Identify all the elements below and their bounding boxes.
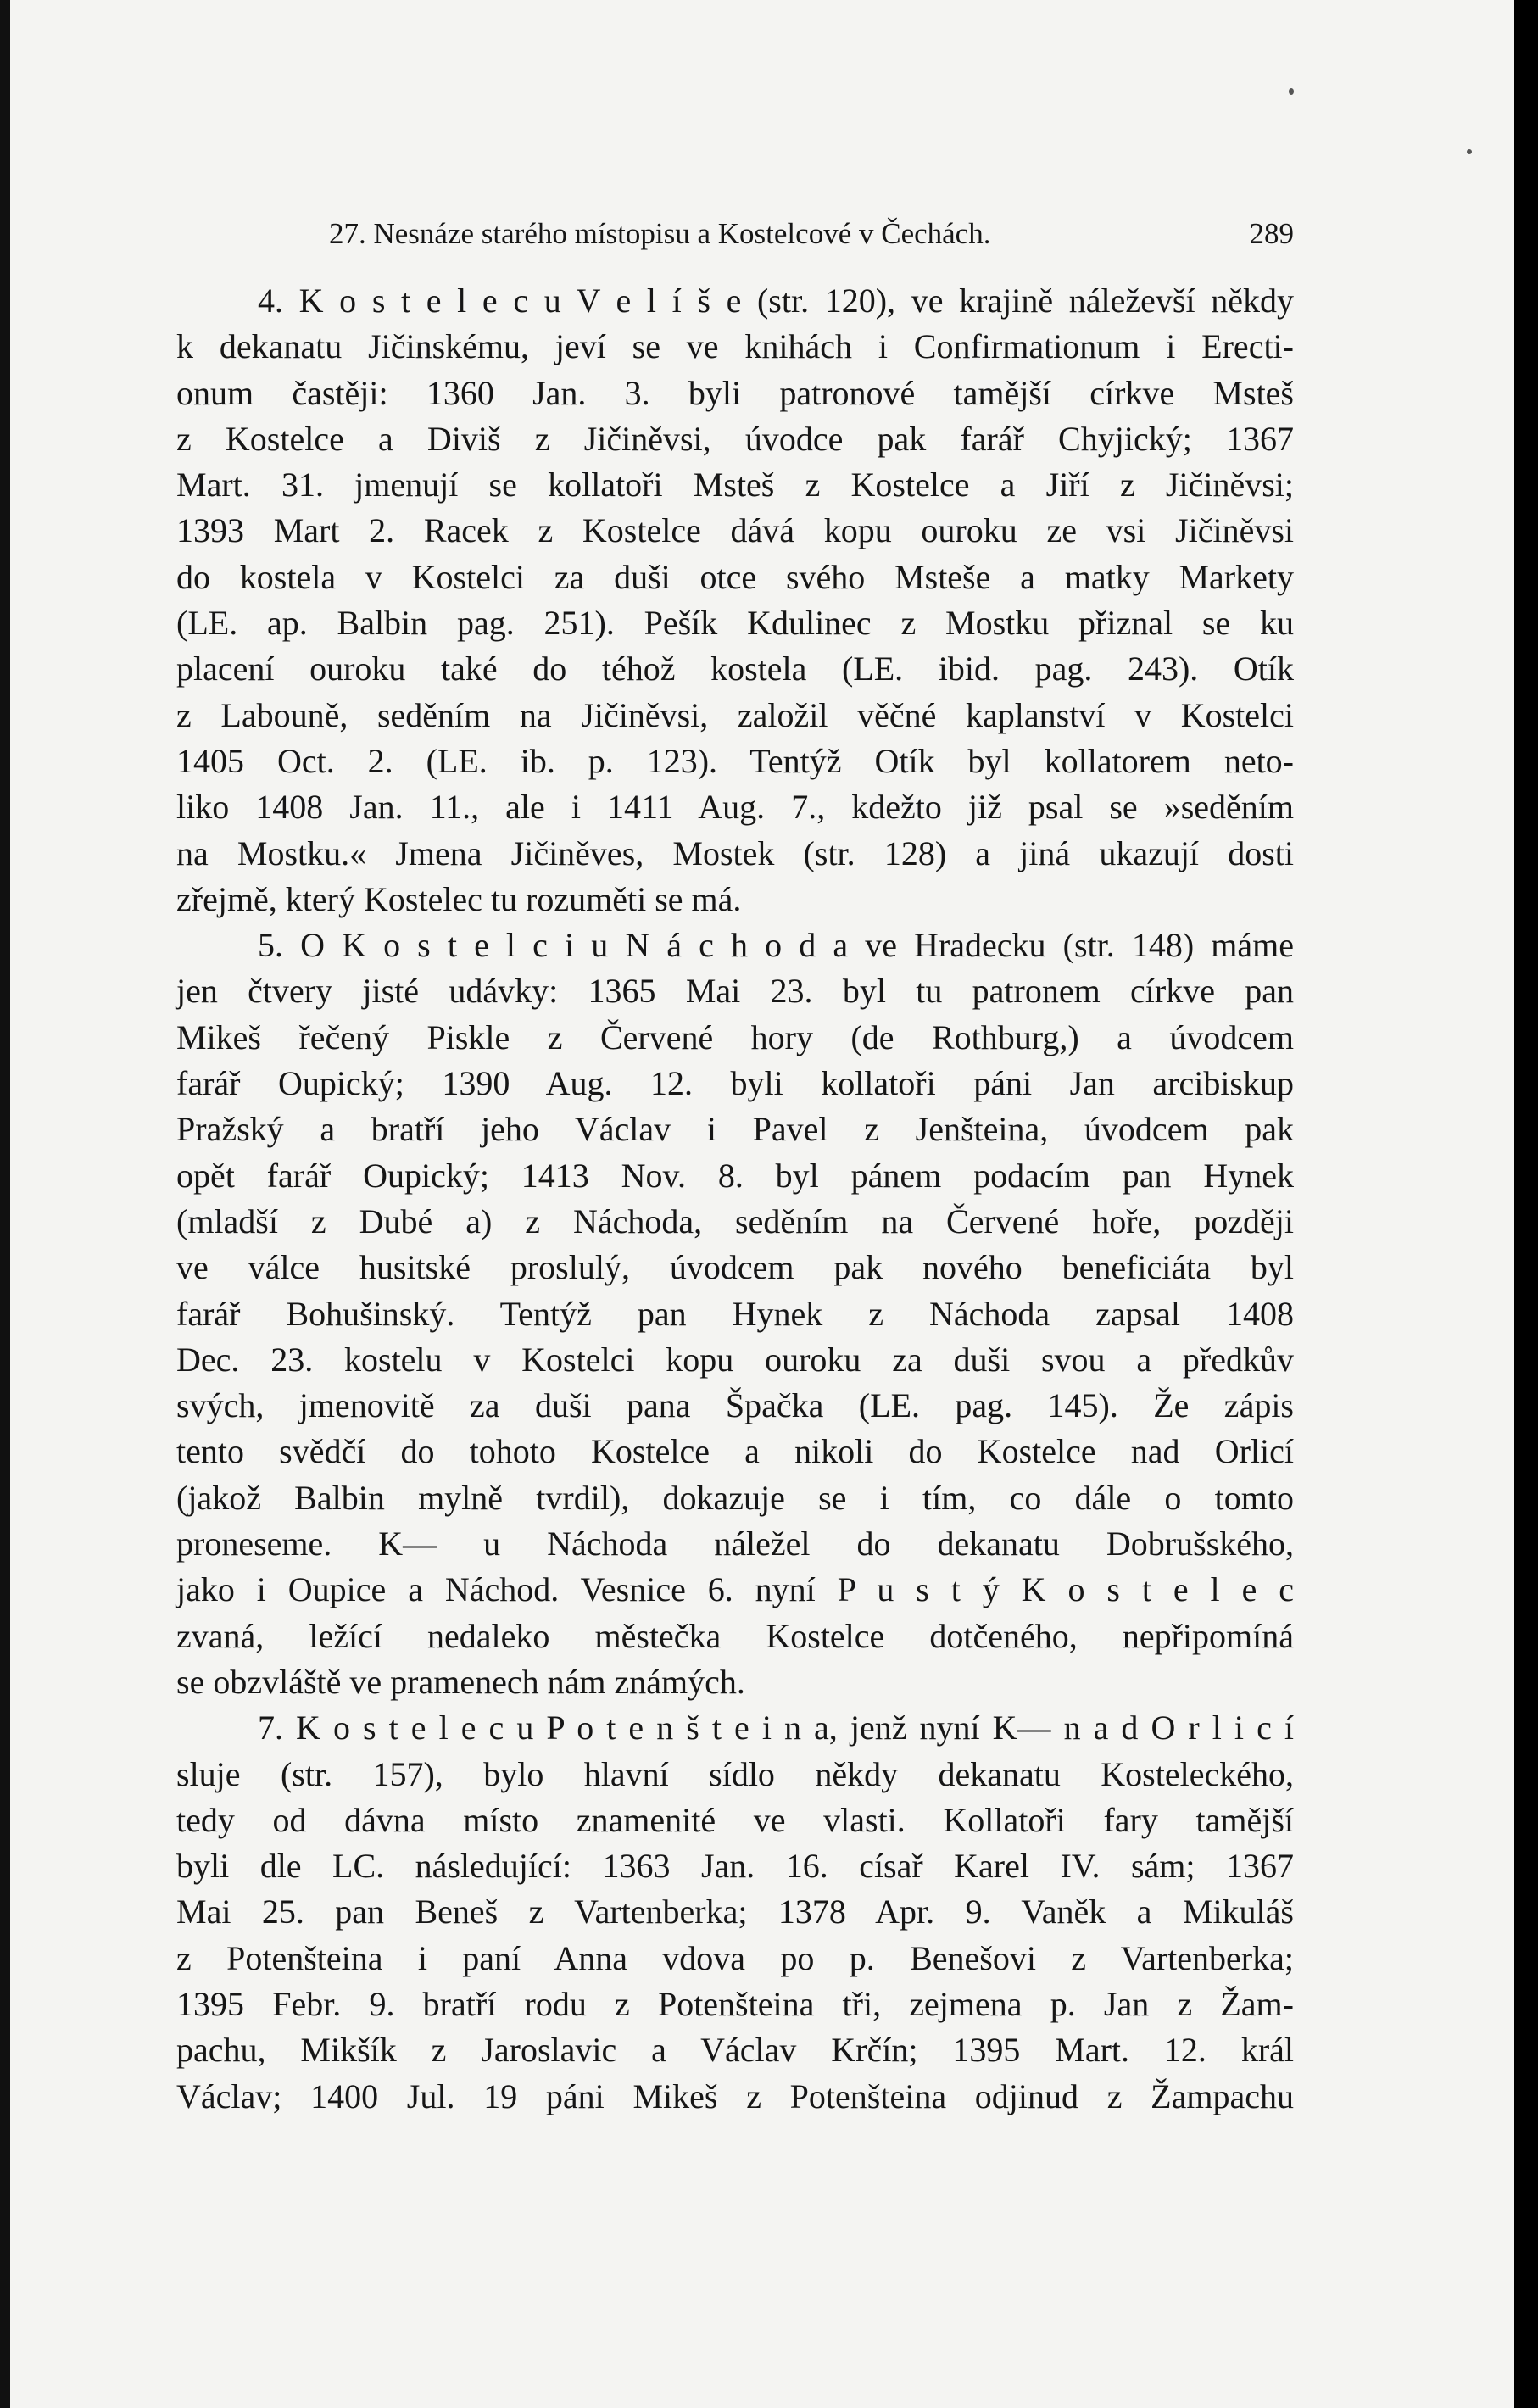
text-line: 7. K o s t e l e c u P o t e n š t e i n a, jenž nyní K— n a d O r l i c í [258, 1708, 1294, 1747]
text-line: 5. O K o s t e l c i u N á c h o d a ve Hradecku (str. 148) máme [258, 926, 1294, 965]
text-line: z Kostelce a Diviš z Jičiněvsi, úvodce pak farář Chyjický; 1367 [176, 419, 1294, 458]
text-line: do kostela v Kostelci za duši otce svého Msteše a matky Markety [176, 557, 1294, 596]
text-line: Mai 25. pan Beneš z Vartenberka; 1378 Apr. 9. Vaněk a Mikuláš [176, 1892, 1294, 1931]
text-line: (mladší z Dubé a) z Náchoda, seděním na Červené hoře, později [176, 1201, 1294, 1240]
text-line: jako i Oupice a Náchod. Vesnice 6. nyní P u s t ý K o s t e l e c [176, 1570, 1294, 1609]
text-line: zvaná, ležící nedaleko městečka Kostelce dotčeného, nepřipomíná [176, 1616, 1294, 1655]
text-line: proneseme. K— u Náchoda náležel do dekanatu Dobrušského, [176, 1525, 1294, 1564]
text-line: Pražský a bratří jeho Václav i Pavel z Jenšteina, úvodcem pak [176, 1110, 1294, 1149]
text-line: placení ouroku také do téhož kostela (LE. ibid. pag. 243). Otík [176, 649, 1294, 688]
running-header [329, 209, 1294, 259]
text-line: farář Bohušinský. Tentýž pan Hynek z Náchoda zapsal 1408 [176, 1294, 1294, 1333]
text-line: tento svědčí do tohoto Kostelce a nikoli do Kostelce nad Orlicí [176, 1432, 1294, 1471]
text-line: 4. K o s t e l e c u V e l í š e (str. 120), ve krajině náleževší někdy [258, 281, 1294, 320]
running-title: 27. Nesnáze starého místopisu a Kostelcové v Čechách. [329, 217, 991, 250]
book-page [10, 0, 1514, 2408]
text-line: z Labouně, seděním na Jičiněvsi, založil věčné kaplanství v Kostelci [176, 695, 1294, 734]
text-line: svých, jmenovitě za duši pana Špačka (LE. pag. 145). Že zápis [176, 1386, 1294, 1425]
page-number: 289 [1249, 217, 1294, 250]
text-line: liko 1408 Jan. 11., ale i 1411 Aug. 7., kdežto již psal se »seděním [176, 788, 1294, 827]
text-line: 1393 Mart 2. Racek z Kostelce dává kopu ouroku ze vsi Jičiněvsi [176, 511, 1294, 550]
text-line: Václav; 1400 Jul. 19 páni Mikeš z Potenšteina odjinud z Žampachu [176, 2076, 1294, 2115]
text-line: byli dle LC. následující: 1363 Jan. 16. císař Karel IV. sám; 1367 [176, 1847, 1294, 1886]
text-line: Mikeš řečený Piskle z Červené hory (de Rothburg,) a úvodcem [176, 1017, 1294, 1056]
speck-mark [1467, 149, 1472, 154]
text-line: 1405 Oct. 2. (LE. ib. p. 123). Tentýž Otík byl kollatorem neto- [176, 741, 1294, 780]
text-line: z Potenšteina i paní Anna vdova po p. Benešovi z Vartenberka; [176, 1938, 1294, 1977]
text-line: pachu, Mikšík z Jaroslavic a Václav Krčín; 1395 Mart. 12. král [176, 2031, 1294, 2070]
text-line: onum častěji: 1360 Jan. 3. byli patronové tamější církve Msteš [176, 373, 1294, 412]
text-line: k dekanatu Jičinskému, jeví se ve knihách i Confirmationum i Erecti- [176, 327, 1294, 366]
text-line: zřejmě, který Kostelec tu rozuměti se má. [176, 879, 742, 918]
text-line: (jakož Balbin mylně tvrdil), dokazuje se i tím, co dále o tomto [176, 1478, 1294, 1517]
text-line: ve válce husitské proslulý, úvodcem pak nového beneficiáta byl [176, 1248, 1294, 1287]
text-line: tedy od dávna místo znamenité ve vlasti. Kollatoři fary tamější [176, 1800, 1294, 1839]
speck-mark [1289, 88, 1294, 95]
scan-border [1514, 0, 1538, 2408]
text-line: (LE. ap. Balbin pag. 251). Pešík Kdulinec z Mostku přiznal se ku [176, 604, 1294, 643]
text-line: Mart. 31. jmenují se kollatoři Msteš z Kostelce a Jiří z Jičiněvsi; [176, 465, 1294, 504]
body-text [176, 278, 1294, 2120]
text-line: 1395 Febr. 9. bratří rodu z Potenšteina tři, zejmena p. Jan z Žam- [176, 1984, 1294, 2023]
text-line: Dec. 23. kostelu v Kostelci kopu ouroku za duši svou a předkův [176, 1340, 1294, 1379]
text-line: farář Oupický; 1390 Aug. 12. byli kollatoři páni Jan arcibiskup [176, 1064, 1294, 1103]
text-line: opět farář Oupický; 1413 Nov. 8. byl pánem podacím pan Hynek [176, 1156, 1294, 1195]
text-line: sluje (str. 157), bylo hlavní sídlo někdy dekanatu Kosteleckého, [176, 1754, 1294, 1793]
text-line: se obzvláště ve pramenech nám známých. [176, 1662, 745, 1701]
text-line: na Mostku.« Jmena Jičiněves, Mostek (str. 128) a jiná ukazují dosti [176, 833, 1294, 872]
text-line: jen čtvery jisté udávky: 1365 Mai 23. byl tu patronem církve pan [176, 972, 1294, 1011]
